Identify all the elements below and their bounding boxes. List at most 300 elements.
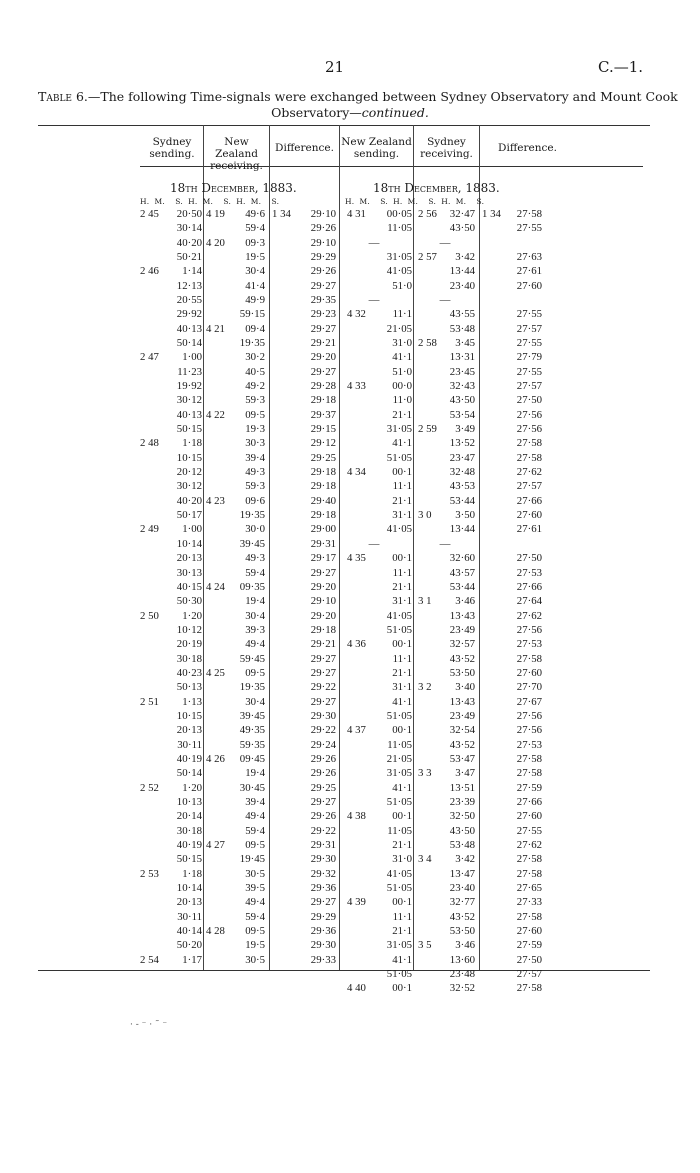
page-reference: C.—1. (598, 58, 644, 76)
diff-s-cell: 29·21 (310, 337, 336, 350)
diff-s-cell: 27·58 (516, 437, 542, 450)
table-row (0, 868, 700, 882)
nz-send-s-cell: 00·1 (392, 552, 412, 565)
sydney-recv-s-cell: 23·49 (449, 709, 475, 722)
nz-send-s-cell: 00·1 (392, 466, 412, 479)
diff-s-cell: 29·20 (310, 351, 336, 364)
nz-send-s-cell: 41·05 (386, 523, 412, 536)
diff-s-cell: 27·57 (516, 480, 542, 493)
nz-send-s-cell: 51·05 (386, 968, 412, 981)
nz-recv-hm-cell: 4 26 (206, 752, 225, 765)
diff-s-cell: 29·26 (310, 810, 336, 823)
diff-s-cell: 29·27 (310, 322, 336, 335)
nz-recv-s-cell: 30·4 (245, 695, 265, 708)
nz-recv-s-cell: 30·0 (245, 523, 265, 536)
diff-s-cell: 29·00 (310, 523, 336, 536)
sydney-send-s-cell: 20·13 (176, 724, 202, 737)
table-row (0, 552, 700, 566)
sydney-send-s-cell: 50·13 (176, 681, 202, 694)
nz-recv-s-cell: 59·4 (245, 910, 265, 923)
caption-text-2: Observatory— (271, 105, 362, 120)
sydney-recv-s-cell: 43·55 (449, 308, 475, 321)
sydney-recv-s-cell: 3·45 (455, 337, 475, 350)
sydney-recv-hm-cell: 3 3 (418, 767, 432, 780)
sydney-send-hm-cell: 2 45 (140, 208, 159, 220)
diff-s-cell: 27·65 (516, 881, 542, 894)
sydney-recv-s-cell: 32·47 (449, 208, 475, 220)
table-row (0, 581, 700, 595)
nz-send-s-cell: 11·1 (392, 910, 412, 923)
nz-send-s-cell: 11·05 (387, 824, 412, 837)
diff-s-cell: 27·60 (516, 279, 542, 292)
sydney-send-s-cell: 30·12 (176, 394, 202, 407)
left-units: H. M. S. H. M. S. H. M. S. (140, 197, 280, 206)
sydney-send-s-cell: 40·14 (176, 925, 202, 937)
sydney-recv-s-cell: 53·44 (449, 580, 475, 593)
sydney-recv-s-cell: 43·50 (449, 222, 475, 235)
diff-s-cell: 29·30 (310, 709, 336, 722)
sydney-send-s-cell: 50·21 (176, 251, 202, 264)
nz-recv-s-cell: 49·4 (245, 638, 265, 651)
nz-recv-s-cell: 59·3 (245, 480, 265, 493)
diff-s-cell: 29·27 (310, 652, 336, 665)
header-sydney-receiving: Sydney receiving. (420, 136, 473, 160)
diff-s-cell: 27·62 (516, 466, 542, 479)
diff-s-cell: 27·53 (516, 738, 542, 751)
sydney-send-s-cell: 40·13 (176, 408, 202, 421)
diff-s-cell: 29·29 (310, 910, 336, 923)
diff-s-cell: 29·18 (310, 623, 336, 636)
nz-send-s-cell: 11·1 (392, 308, 412, 321)
diff-s-cell: 29·23 (310, 308, 336, 321)
diff-s-cell: 27·57 (516, 968, 542, 981)
sydney-recv-s-cell: 23·45 (449, 365, 475, 378)
nz-send-hm-cell: 4 35 (347, 552, 366, 565)
nz-send-s-cell: 31·0 (392, 337, 412, 350)
nz-recv-s-cell: 30·45 (239, 781, 265, 794)
table-row (0, 696, 700, 710)
sydney-recv-s-cell: 3·46 (455, 939, 475, 952)
diff-s-cell: 27·60 (516, 925, 542, 937)
diff-s-cell: 29·24 (310, 738, 336, 751)
table-row (0, 437, 700, 451)
diff-s-cell: 29·27 (310, 795, 336, 808)
diff-s-cell: 29·26 (310, 222, 336, 235)
sydney-send-hm-cell: 2 48 (140, 437, 159, 450)
left-date: 18th December, 1883. (170, 181, 297, 195)
diff-s-cell: 27·58 (516, 767, 542, 780)
nz-recv-s-cell: 39·45 (239, 709, 265, 722)
sydney-send-s-cell: 10·14 (176, 881, 202, 894)
sydney-recv-s-cell: 43·53 (449, 480, 475, 493)
sydney-recv-s-cell: 13·51 (449, 781, 475, 794)
diff-s-cell: 27·58 (516, 853, 542, 866)
sydney-send-hm-cell: 2 49 (140, 523, 159, 536)
diff-s-cell: 27·58 (516, 652, 542, 665)
table-row (0, 409, 700, 423)
nz-recv-s-cell: 19·5 (245, 939, 265, 952)
diff-s-cell: 27·56 (516, 724, 542, 737)
nz-send-s-cell: 41·05 (386, 265, 412, 278)
caption-continued: continued. (361, 105, 429, 120)
sydney-send-hm-cell: 2 47 (140, 351, 159, 364)
table-row (0, 509, 700, 523)
table-row (0, 466, 700, 480)
sydney-send-s-cell: 40·19 (176, 752, 202, 765)
nz-send-s-cell: 41·1 (392, 695, 412, 708)
table-row (0, 423, 700, 437)
table-row (0, 265, 700, 279)
nz-recv-s-cell: 19·4 (245, 767, 265, 780)
table-row (0, 753, 700, 767)
diff-s-cell: 27·60 (516, 810, 542, 823)
sydney-recv-s-cell: 53·50 (449, 666, 475, 679)
sydney-recv-hm-cell: 3 0 (418, 509, 432, 522)
table-row (0, 251, 700, 265)
nz-recv-s-cell: 09·5 (245, 838, 265, 851)
table-row (0, 767, 700, 781)
table-row (0, 222, 700, 236)
nz-send-s-cell: 11·1 (392, 480, 412, 493)
table-row (0, 538, 700, 552)
sydney-send-s-cell: 10·14 (176, 537, 202, 550)
nz-recv-s-cell: 30·2 (245, 351, 265, 364)
nz-recv-s-cell: 41·4 (245, 279, 265, 292)
sydney-recv-s-cell: 13·47 (449, 867, 475, 880)
diff-s-cell: 27·58 (516, 752, 542, 765)
nz-send-hm-cell: — (368, 537, 380, 550)
sydney-send-s-cell: 40·13 (176, 322, 202, 335)
sydney-send-s-cell: 40·20 (176, 494, 202, 507)
diff-s-cell: 29·27 (310, 279, 336, 292)
table-row (0, 610, 700, 624)
nz-send-s-cell: 51·05 (386, 709, 412, 722)
nz-recv-s-cell: 30·5 (245, 867, 265, 880)
diff-s-cell: 29·18 (310, 466, 336, 479)
nz-recv-s-cell: 19·35 (239, 509, 265, 522)
table-row (0, 280, 700, 294)
diff-s-cell: 27·50 (516, 552, 542, 565)
nz-recv-s-cell: 59·4 (245, 824, 265, 837)
table-row (0, 853, 700, 867)
sydney-recv-s-cell: 32·77 (449, 896, 475, 909)
diff-s-cell: 27·58 (516, 451, 542, 464)
nz-send-hm-cell: 4 34 (347, 466, 366, 479)
diff-s-cell: 29·31 (310, 838, 336, 851)
nz-recv-s-cell: 09·5 (245, 408, 265, 421)
table-row (0, 337, 700, 351)
table-row (0, 308, 700, 322)
table-row (0, 366, 700, 380)
nz-recv-s-cell: 09·6 (245, 494, 265, 507)
nz-send-hm-cell: 4 40 (347, 982, 366, 995)
sydney-recv-s-cell: 43·52 (449, 738, 475, 751)
nz-recv-s-cell: 09·5 (245, 666, 265, 679)
sydney-send-hm-cell: 2 46 (140, 265, 159, 278)
sydney-recv-s-cell: 43·50 (449, 824, 475, 837)
diff-s-cell: 27·53 (516, 566, 542, 579)
sydney-send-s-cell: 19·92 (176, 380, 202, 393)
nz-recv-s-cell: 39·3 (245, 623, 265, 636)
sydney-recv-s-cell: 43·52 (449, 910, 475, 923)
sydney-recv-hm-cell: — (439, 537, 451, 550)
sydney-send-s-cell: 40·20 (176, 236, 202, 249)
header-difference-right: Difference. (498, 142, 557, 154)
table-row (0, 810, 700, 824)
header-nz-sending: New Zealand sending. (341, 136, 412, 160)
nz-send-s-cell: 51·05 (386, 795, 412, 808)
diff-s-cell: 29·15 (310, 423, 336, 436)
sydney-send-s-cell: 30·13 (176, 566, 202, 579)
sydney-send-hm-cell: 2 52 (140, 781, 159, 794)
sydney-recv-hm-cell: 3 4 (418, 853, 432, 866)
table-row (0, 954, 700, 968)
nz-recv-s-cell: 19·4 (245, 595, 265, 608)
sydney-send-s-cell: 50·14 (176, 767, 202, 780)
nz-recv-s-cell: 59·45 (239, 652, 265, 665)
nz-send-hm-cell: 4 37 (347, 724, 366, 737)
sydney-recv-s-cell: 32·50 (449, 810, 475, 823)
table-row (0, 839, 700, 853)
sydney-recv-s-cell: 13·44 (449, 523, 475, 536)
table-row (0, 739, 700, 753)
nz-recv-s-cell: 09·35 (239, 580, 265, 593)
diff-s-cell: 27·55 (516, 365, 542, 378)
sydney-recv-s-cell: 3·47 (455, 767, 475, 780)
nz-recv-s-cell: 30·3 (245, 437, 265, 450)
sydney-send-s-cell: 1·18 (182, 867, 202, 880)
diff-s-cell: 29·22 (310, 681, 336, 694)
nz-recv-s-cell: 49·2 (245, 380, 265, 393)
diff-s-cell: 29·20 (310, 609, 336, 622)
diff-s-cell: 29·37 (310, 408, 336, 421)
nz-send-s-cell: 11·1 (392, 566, 412, 579)
nz-recv-hm-cell: 4 27 (206, 838, 225, 851)
table-row (0, 825, 700, 839)
diff-s-cell: 29·18 (310, 509, 336, 522)
sydney-recv-s-cell: 53·47 (449, 752, 475, 765)
sydney-send-s-cell: 1·00 (182, 523, 202, 536)
sydney-recv-s-cell: 23·48 (449, 968, 475, 981)
nz-recv-s-cell: 30·4 (245, 265, 265, 278)
nz-send-s-cell: 41·1 (392, 953, 412, 966)
table-row (0, 523, 700, 537)
nz-send-s-cell: 21·05 (386, 752, 412, 765)
diff-s-cell: 29·36 (310, 881, 336, 894)
nz-recv-s-cell: 30·4 (245, 609, 265, 622)
table-row (0, 724, 700, 738)
diff-s-cell: 27·60 (516, 509, 542, 522)
nz-send-s-cell: 51·0 (392, 365, 412, 378)
diff-s-cell: 27·79 (516, 351, 542, 364)
sydney-send-s-cell: 50·15 (176, 853, 202, 866)
diff-s-cell: 29·21 (310, 638, 336, 651)
table-row (0, 896, 700, 910)
nz-send-s-cell: 41·1 (392, 351, 412, 364)
nz-recv-s-cell: 59·15 (239, 308, 265, 321)
sydney-send-s-cell: 50·14 (176, 337, 202, 350)
header-sydney-sending: Sydney sending. (149, 136, 195, 160)
nz-send-s-cell: 11·0 (392, 394, 412, 407)
diff-s-cell: 27·58 (516, 867, 542, 880)
sydney-send-s-cell: 20·14 (176, 810, 202, 823)
diff-s-cell: 27·61 (516, 523, 542, 536)
nz-recv-s-cell: 39·5 (245, 881, 265, 894)
diff-s-cell: 29·29 (310, 251, 336, 264)
diff-s-cell: 29·25 (310, 451, 336, 464)
diff-s-cell: 29·36 (310, 925, 336, 937)
diff-s-cell: 27·55 (516, 824, 542, 837)
nz-send-hm-cell: 4 32 (347, 308, 366, 321)
sydney-send-s-cell: 30·11 (177, 910, 202, 923)
diff-s-cell: 29·27 (310, 666, 336, 679)
diff-s-cell: 27·55 (516, 222, 542, 235)
diff-s-cell: 27·59 (516, 939, 542, 952)
table-row (0, 452, 700, 466)
nz-recv-s-cell: 49·35 (239, 724, 265, 737)
diff-s-cell: 27·55 (516, 308, 542, 321)
diff-s-cell: 27·53 (516, 638, 542, 651)
nz-send-hm-cell: — (368, 294, 380, 307)
diff-s-cell: 29·22 (310, 824, 336, 837)
table-row (0, 939, 700, 953)
diff-s-cell: 27·56 (516, 408, 542, 421)
nz-send-s-cell: 31·05 (386, 767, 412, 780)
nz-send-s-cell: 11·05 (387, 738, 412, 751)
nz-send-s-cell: 41·05 (386, 867, 412, 880)
nz-recv-s-cell: 49·3 (245, 466, 265, 479)
table-caption-continued (0, 105, 700, 120)
sydney-recv-hm-cell: 2 58 (418, 337, 437, 350)
caption-text: —The following Time-signals were exchanged between Sydney Observatory and Mount Cook (87, 89, 678, 104)
diff-s-cell: 27·58 (516, 910, 542, 923)
sydney-recv-s-cell: 32·48 (449, 466, 475, 479)
table-row (0, 495, 700, 509)
nz-recv-s-cell: 39·4 (245, 795, 265, 808)
diff-s-cell: 27·67 (516, 695, 542, 708)
nz-recv-s-cell: 19·3 (245, 423, 265, 436)
sydney-recv-s-cell: 53·50 (449, 925, 475, 937)
nz-send-s-cell: 11·05 (387, 222, 412, 235)
nz-send-s-cell: 51·05 (386, 451, 412, 464)
sydney-recv-s-cell: 3·50 (455, 509, 475, 522)
nz-send-hm-cell: — (368, 236, 380, 249)
diff-s-cell: 29·17 (310, 552, 336, 565)
nz-recv-s-cell: 09·3 (245, 236, 265, 249)
header-difference-left: Difference. (275, 142, 334, 154)
diff-s-cell: 29·22 (310, 724, 336, 737)
nz-send-s-cell: 31·05 (386, 939, 412, 952)
diff-s-cell: 29·32 (310, 867, 336, 880)
nz-send-s-cell: 00·1 (392, 724, 412, 737)
sydney-recv-s-cell: 3·42 (455, 251, 475, 264)
diff-s-cell: 29·27 (310, 896, 336, 909)
sydney-recv-s-cell: 23·49 (449, 623, 475, 636)
diff-s-cell: 29·30 (310, 853, 336, 866)
nz-send-s-cell: 11·1 (392, 652, 412, 665)
sydney-recv-s-cell: 43·50 (449, 394, 475, 407)
diff-s-cell: 29·33 (310, 953, 336, 966)
diff-s-cell: 29·10 (310, 236, 336, 249)
diff-s-cell: 29·18 (310, 394, 336, 407)
sydney-send-s-cell: 30·12 (176, 480, 202, 493)
sydney-recv-hm-cell: — (439, 294, 451, 307)
nz-send-s-cell: 21·1 (392, 925, 412, 937)
nz-send-s-cell: 41·05 (386, 609, 412, 622)
header-nz-receiving: New Zealand receiving. (210, 136, 263, 172)
sydney-recv-s-cell: 23·40 (449, 881, 475, 894)
nz-send-hm-cell: 4 39 (347, 896, 366, 909)
sydney-send-hm-cell: 2 50 (140, 609, 159, 622)
nz-recv-hm-cell: 4 24 (206, 580, 225, 593)
nz-recv-s-cell: 39·4 (245, 451, 265, 464)
nz-send-hm-cell: 4 31 (347, 208, 366, 220)
sydney-recv-s-cell: 13·43 (449, 609, 475, 622)
table-row (0, 968, 700, 982)
nz-recv-s-cell: 49·6 (245, 208, 265, 220)
sydney-send-s-cell: 1·13 (182, 695, 202, 708)
table-row (0, 982, 700, 996)
nz-send-s-cell: 21·1 (392, 408, 412, 421)
nz-recv-s-cell: 59·4 (245, 566, 265, 579)
sydney-recv-s-cell: 32·54 (449, 724, 475, 737)
table-row (0, 237, 700, 251)
sydney-send-hm-cell: 2 53 (140, 867, 159, 880)
nz-recv-s-cell: 19·45 (239, 853, 265, 866)
diff-s-cell: 29·10 (310, 208, 336, 220)
nz-send-s-cell: 00·1 (392, 638, 412, 651)
diff-s-cell: 27·60 (516, 666, 542, 679)
diff-s-cell: 29·18 (310, 480, 336, 493)
nz-recv-s-cell: 49·9 (245, 294, 265, 307)
table-row (0, 323, 700, 337)
table-row (0, 638, 700, 652)
nz-recv-s-cell: 59·4 (245, 222, 265, 235)
sydney-send-s-cell: 11·23 (177, 365, 202, 378)
nz-recv-s-cell: 49·4 (245, 896, 265, 909)
sydney-send-s-cell: 12·13 (176, 279, 202, 292)
sydney-send-s-cell: 10·13 (176, 795, 202, 808)
nz-recv-hm-cell: 4 20 (206, 236, 225, 249)
sydney-recv-s-cell: 13·31 (449, 351, 475, 364)
sydney-recv-s-cell: 3·40 (455, 681, 475, 694)
sydney-send-s-cell: 20·13 (176, 552, 202, 565)
diff-s-cell: 27·56 (516, 623, 542, 636)
diff-s-cell: 27·64 (516, 595, 542, 608)
nz-recv-hm-cell: 4 28 (206, 925, 225, 937)
sydney-send-s-cell: 50·30 (176, 595, 202, 608)
sydney-send-s-cell: 1·17 (182, 953, 202, 966)
sydney-send-s-cell: 10·15 (176, 451, 202, 464)
diff-s-cell: 27·62 (516, 609, 542, 622)
nz-recv-s-cell: 30·5 (245, 953, 265, 966)
sydney-recv-s-cell: 53·48 (449, 322, 475, 335)
sydney-send-s-cell: 20·55 (176, 294, 202, 307)
nz-send-s-cell: 31·05 (386, 423, 412, 436)
nz-recv-hm-cell: 4 23 (206, 494, 225, 507)
sydney-send-s-cell: 30·18 (176, 652, 202, 665)
sydney-recv-s-cell: 32·60 (449, 552, 475, 565)
sydney-send-s-cell: 10·12 (176, 623, 202, 636)
sydney-send-s-cell: 50·17 (176, 509, 202, 522)
nz-recv-s-cell: 09·5 (245, 925, 265, 937)
nz-recv-s-cell: 49·3 (245, 552, 265, 565)
sydney-send-s-cell: 30·14 (176, 222, 202, 235)
nz-send-s-cell: 21·1 (392, 494, 412, 507)
sydney-recv-hm-cell: 3 1 (418, 595, 432, 608)
nz-send-s-cell: 21·1 (392, 838, 412, 851)
table-row (0, 782, 700, 796)
